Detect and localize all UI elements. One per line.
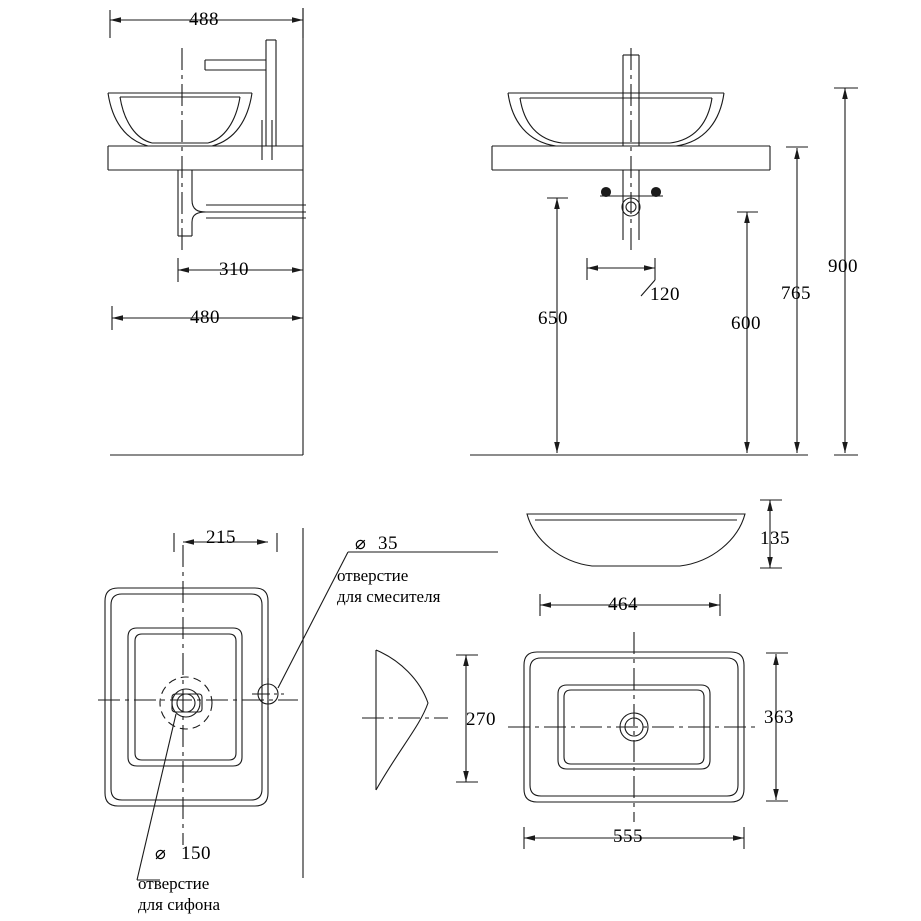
label-mixer-hole-line2: для смесителя [337, 587, 441, 606]
dim-bowl-depth-height: 135 [760, 528, 790, 549]
dim-front-spout-height: 650 [538, 308, 568, 329]
dim-section-height: 270 [466, 709, 496, 730]
diameter-symbol-mixer: ⌀ [355, 533, 366, 553]
dim-siphon-hole-diameter: 150 [181, 843, 211, 864]
dim-front-rim-height: 765 [781, 283, 811, 304]
dim-front-tap-spacing: 120 [650, 284, 680, 305]
dim-front-trap-height: 600 [731, 313, 761, 334]
dim-side-projection: 310 [219, 259, 249, 280]
dim-side-depth: 480 [190, 307, 220, 328]
dim-bowl-outer-depth: 363 [764, 707, 794, 728]
label-mixer-hole-line1: отверстие [337, 566, 409, 585]
dim-mixer-hole-diameter: 35 [378, 533, 398, 554]
label-siphon-hole-line2: для сифона [138, 895, 221, 914]
label-siphon-hole-line1: отверстие [138, 874, 210, 893]
diameter-symbol-siphon: ⌀ [155, 843, 166, 863]
dim-bowl-inner-width: 464 [608, 594, 638, 615]
dim-side-top-width: 488 [189, 9, 219, 30]
dim-plan-tap-offset: 215 [206, 527, 236, 548]
dim-bowl-outer-width: 555 [613, 826, 643, 847]
dim-front-total-height: 900 [828, 256, 858, 277]
